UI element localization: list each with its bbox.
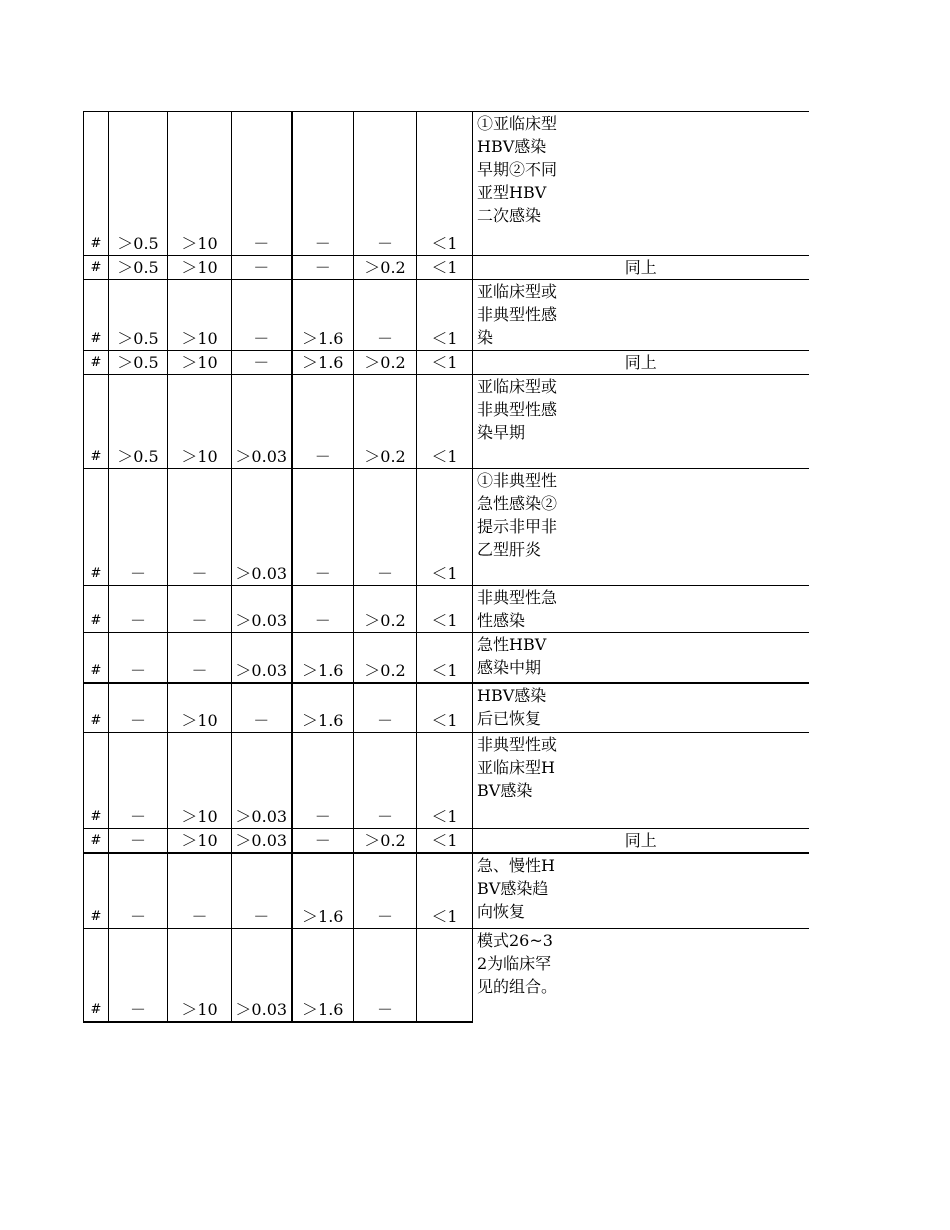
value-cell: ＞0.03 <box>232 586 292 633</box>
value-cell: ＞1.6 <box>292 633 354 683</box>
value-cell: － <box>232 112 292 256</box>
table-body <box>84 112 809 1023</box>
value-cell: － <box>232 280 292 351</box>
row-marker-cell: # <box>84 853 109 928</box>
value-cell: － <box>109 829 168 854</box>
table-row <box>84 280 809 351</box>
value-cell: － <box>292 256 354 280</box>
note-text: 亚临床型或非典型性感染早期 <box>477 377 558 442</box>
row-marker-cell: # <box>84 256 109 280</box>
value-cell: ＜1 <box>417 733 473 829</box>
value-cell: ＞1.6 <box>292 853 354 928</box>
value-cell: ＞10 <box>168 829 232 854</box>
note-text: 同上 <box>624 258 657 277</box>
interpretation-note <box>473 683 809 733</box>
same-as-above-note <box>473 829 809 854</box>
note-text: 非典型性急性感染 <box>477 588 558 630</box>
table-row <box>84 112 809 256</box>
value-cell: ＞1.6 <box>292 928 354 1022</box>
value-cell: － <box>354 853 417 928</box>
value-cell: ＞0.5 <box>109 112 168 256</box>
note-text: 非典型性或亚临床型HBV感染 <box>477 735 558 800</box>
value-cell: ＞10 <box>168 256 232 280</box>
value-cell: ＞10 <box>168 375 232 469</box>
row-marker-cell: # <box>84 586 109 633</box>
value-cell: ＞0.5 <box>109 375 168 469</box>
row-marker-cell: # <box>84 633 109 683</box>
row-marker-cell: # <box>84 351 109 375</box>
value-cell: ＞10 <box>168 351 232 375</box>
value-cell: － <box>232 351 292 375</box>
serology-pattern-table <box>83 111 809 1023</box>
value-cell: － <box>292 829 354 854</box>
note-text: ①非典型性急性感染②提示非甲非乙型肝炎 <box>477 471 558 559</box>
value-cell: － <box>232 256 292 280</box>
table-row <box>84 829 809 854</box>
value-cell: － <box>354 112 417 256</box>
row-marker-cell: # <box>84 733 109 829</box>
value-cell: ＞0.03 <box>232 375 292 469</box>
interpretation-note <box>473 928 809 1022</box>
value-cell: ＞0.2 <box>354 351 417 375</box>
note-text: 亚临床型或非典型性感染 <box>477 282 558 347</box>
interpretation-note <box>473 112 809 256</box>
row-marker-cell: # <box>84 469 109 586</box>
value-cell: ＜1 <box>417 683 473 733</box>
value-cell: ＞0.2 <box>354 375 417 469</box>
note-text: 模式26~32为临床罕见的组合。 <box>477 930 558 996</box>
value-cell: ＞0.5 <box>109 351 168 375</box>
value-cell: － <box>109 683 168 733</box>
interpretation-note <box>473 280 809 351</box>
value-cell: ＞1.6 <box>292 280 354 351</box>
value-cell: ＞0.2 <box>354 256 417 280</box>
value-cell: ＞10 <box>168 280 232 351</box>
value-cell: ＞0.03 <box>232 928 292 1022</box>
value-cell: － <box>292 586 354 633</box>
value-cell: － <box>354 928 417 1022</box>
row-marker-cell: # <box>84 683 109 733</box>
value-cell: － <box>232 683 292 733</box>
value-cell: ＞0.2 <box>354 829 417 854</box>
value-cell: ＜1 <box>417 469 473 586</box>
row-marker-cell: # <box>84 375 109 469</box>
value-cell: － <box>168 469 232 586</box>
value-cell: ＞10 <box>168 683 232 733</box>
same-as-above-note <box>473 351 809 375</box>
value-cell: ＜1 <box>417 112 473 256</box>
note-text: 同上 <box>624 353 657 372</box>
value-cell: ＞10 <box>168 112 232 256</box>
interpretation-note <box>473 375 809 469</box>
value-cell: ＞0.03 <box>232 733 292 829</box>
interpretation-note <box>473 733 809 829</box>
value-cell: ＜1 <box>417 633 473 683</box>
value-cell: － <box>109 853 168 928</box>
table-row <box>84 853 809 928</box>
table-row <box>84 256 809 280</box>
interpretation-note <box>473 633 809 683</box>
note-text: 同上 <box>624 831 657 850</box>
table-row <box>84 375 809 469</box>
value-cell: － <box>109 733 168 829</box>
value-cell: － <box>168 633 232 683</box>
row-marker-cell: # <box>84 829 109 854</box>
value-cell: ＞0.03 <box>232 633 292 683</box>
value-cell: ＞0.5 <box>109 256 168 280</box>
value-cell: ＜1 <box>417 256 473 280</box>
interpretation-note <box>473 469 809 586</box>
value-cell: ＜1 <box>417 586 473 633</box>
value-cell: － <box>354 733 417 829</box>
row-marker-cell: # <box>84 928 109 1022</box>
table-row <box>84 733 809 829</box>
value-cell: ＞0.2 <box>354 586 417 633</box>
table-row <box>84 928 809 1022</box>
value-cell <box>417 928 473 1022</box>
value-cell: － <box>354 280 417 351</box>
table-row <box>84 683 809 733</box>
value-cell: ＞1.6 <box>292 683 354 733</box>
note-text: ①亚临床型HBV感染早期②不同亚型HBV二次感染 <box>477 114 558 225</box>
table-row <box>84 351 809 375</box>
value-cell: － <box>292 112 354 256</box>
value-cell: － <box>168 586 232 633</box>
value-cell: － <box>232 853 292 928</box>
value-cell: ＜1 <box>417 351 473 375</box>
table-row <box>84 633 809 683</box>
value-cell: － <box>292 469 354 586</box>
value-cell: － <box>354 469 417 586</box>
table-row <box>84 469 809 586</box>
value-cell: － <box>292 733 354 829</box>
value-cell: － <box>109 586 168 633</box>
value-cell: － <box>109 928 168 1022</box>
value-cell: ＞1.6 <box>292 351 354 375</box>
value-cell: ＞0.03 <box>232 469 292 586</box>
value-cell: ＜1 <box>417 853 473 928</box>
note-text: 急、慢性HBV感染趋向恢复 <box>477 856 555 921</box>
value-cell: ＞10 <box>168 928 232 1022</box>
note-text: 急性HBV感染中期 <box>477 635 547 677</box>
interpretation-note <box>473 586 809 633</box>
value-cell: － <box>109 469 168 586</box>
value-cell: ＞10 <box>168 733 232 829</box>
value-cell: － <box>109 633 168 683</box>
value-cell: ＜1 <box>417 375 473 469</box>
value-cell: － <box>168 853 232 928</box>
value-cell: ＞0.5 <box>109 280 168 351</box>
interpretation-note <box>473 853 809 928</box>
row-marker-cell: # <box>84 280 109 351</box>
value-cell: ＜1 <box>417 829 473 854</box>
value-cell: ＜1 <box>417 280 473 351</box>
value-cell: － <box>354 683 417 733</box>
note-text: HBV感染后已恢复 <box>477 685 547 728</box>
row-marker-cell: # <box>84 112 109 256</box>
value-cell: ＞0.03 <box>232 829 292 854</box>
value-cell: ＞0.2 <box>354 633 417 683</box>
value-cell: － <box>292 375 354 469</box>
table-row <box>84 586 809 633</box>
same-as-above-note <box>473 256 809 280</box>
